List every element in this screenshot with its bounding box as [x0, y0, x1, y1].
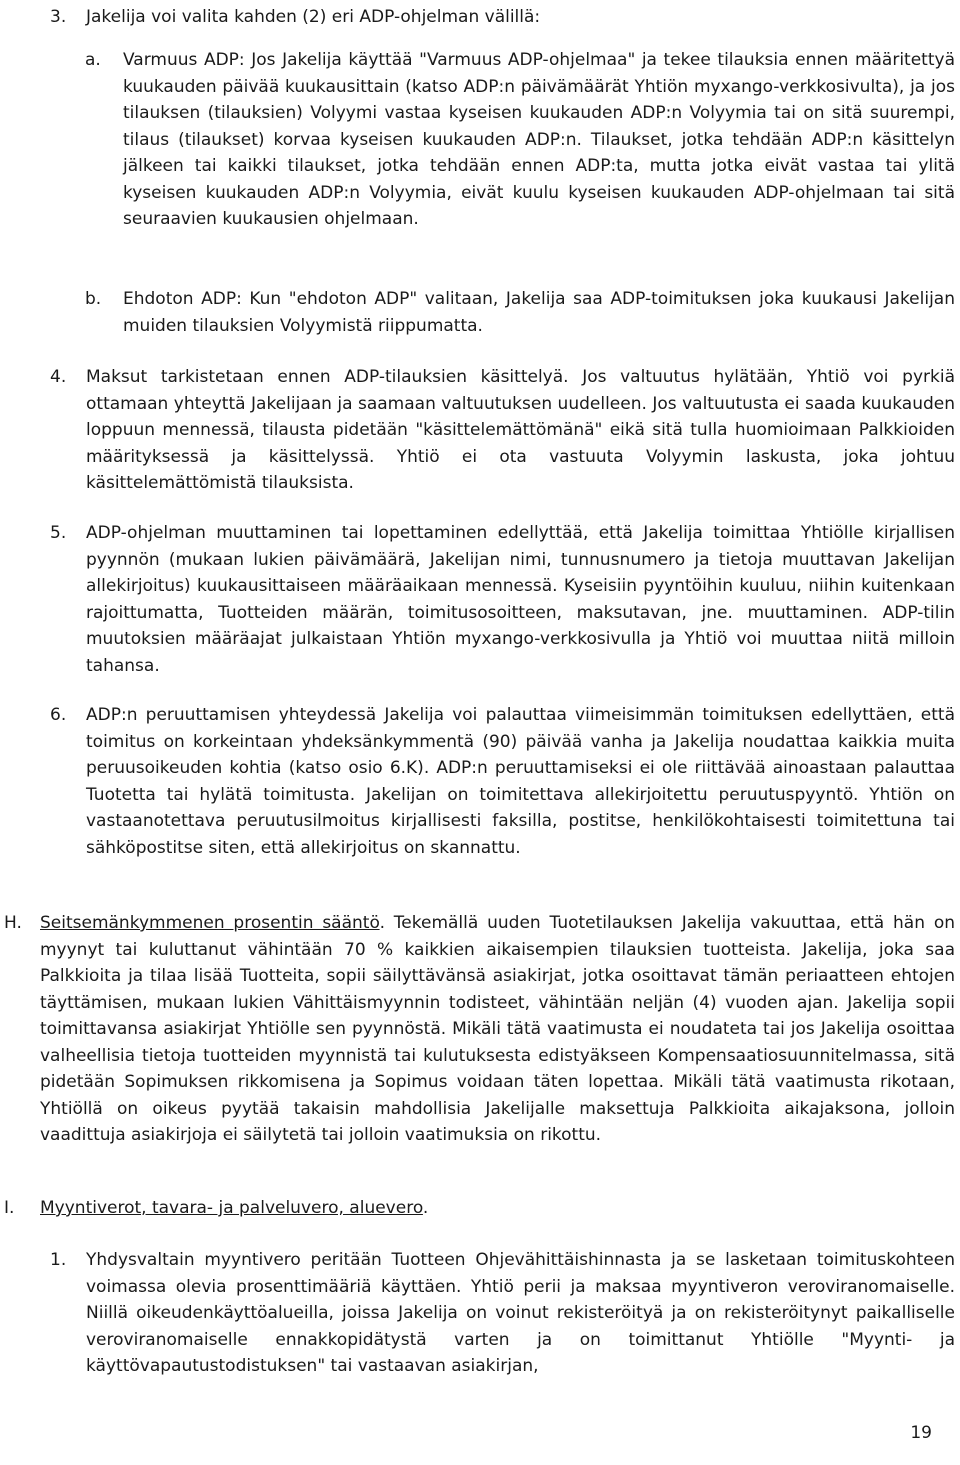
item-text: Varmuus ADP: Jos Jakelija käyttää "Varmuus ADP-ohjelmaa" ja tekee tilauksia ennen määritettyä kuukauden päivää kuukausittain (katso ADP:n päivämäärät Yhtiön myxango-verkkosivulta), ja jos tilauksen (tilauksien) Volyymi vastaa kyseisen kuukauden ADP:n Volyymia tai on sitä suurempi, tilaus (tilaukset) korvaa kyseisen kuukauden ADP:n. Tilaukset, jotka tehdään ADP:n käsittelyn jälkeen tai kaikki tilaukset, jotka tehdään ennen ADP:ta, mutta jotka eivät vastaa tai ylitä kyseisen kuukauden ADP:n Volyymia, eivät kuulu kyseisen kuukauden ADP-ohjelmaan tai sitä seuraavien kuukausien ohjelmaan. — [123, 50, 955, 229]
section-i — [4, 1195, 955, 1222]
section-text — [40, 910, 955, 1149]
item-number: 1. — [50, 1250, 67, 1270]
item-number: 5. — [50, 523, 67, 543]
section-heading: Myyntiverot, tavara- ja palveluvero, aluevero — [40, 1198, 423, 1218]
item-text: ADP-ohjelman muuttaminen tai lopettaminen edellyttää, että Jakelija toimittaa Yhtiölle kirjallisen pyynnön (mukaan lukien päivämäärä, Jakelijan nimi, tunnusnumero ja tietoja muuttavan Jakelijan allekirjoitus) kuukausittaiseen määräaikaan mennessä. Kyseisiin pyyntöihin kuuluu, niihin kuitenkaan rajoittumatta, Tuotteiden määrän, toimitusosoitteen, maksutavan, jne. muuttaminen. ADP-tilin muutoksien määräajat julkaistaan Yhtiön myxango-verkkosivulla ja Yhtiö voi muuttaa niitä milloin tahansa. — [86, 523, 955, 676]
section-title — [40, 1195, 955, 1222]
list-item-5 — [50, 520, 955, 679]
section-body: . Tekemällä uuden Tuotetilauksen Jakelija vakuuttaa, että hän on myynyt tai kuluttanut vähintään 70 % kaikkien aikaisempien tilauksien tuotteista. Jakelija, joka saa Palkkioita ja tilaa lisää Tuotteita, sopii säilyttävänsä asiakirjat, jotka osoittavat tämän periaatteen ehtojen täyttämisen, mukaan lukien Vähittäismyynnin todisteet, vähintään neljän (4) vuoden ajan. Jakelija sopii toimittavansa asiakirjat Yhtiölle sen pyynnöstä. Mikäli tätä vaatimusta ei noudateta tai jos Jakelija osoittaa valheellisia tietoja tuotteiden myynnistä tai kulutuksesta edistyäkseen Kompensaatiosuunnitelmassa, sitä pidetään Sopimuksen rikkomisena ja Sopimus voidaan täten lopettaa. Mikäli tätä vaatimusta rikotaan, Yhtiöllä on oikeus pyytää takaisin mahdollisia Jakelijalle maksettuja Palkkioita aikajaksona, jolloin vaadittuja asiakirjoja ei säilytetä tai jolloin vaatimuksia on rikottu. — [40, 913, 956, 1145]
item-text: Ehdoton ADP: Kun "ehdoton ADP" valitaan, Jakelija saa ADP-toimituksen joka kuukausi Jakelijan muiden tilauksien Volyymistä riippumatta. — [123, 289, 955, 336]
item-letter: a. — [85, 50, 101, 70]
section-letter: I. — [4, 1198, 15, 1218]
item-number: 6. — [50, 705, 67, 725]
item-number: 3. — [50, 7, 67, 27]
item-number: 4. — [50, 367, 67, 387]
list-item-4 — [50, 364, 955, 497]
list-item-6 — [50, 702, 955, 861]
section-h — [4, 910, 955, 1149]
item-text: Maksut tarkistetaan ennen ADP-tilauksien käsittelyä. Jos valtuutus hylätään, Yhtiö voi pyrkiä ottamaan yhteyttä Jakelijaan ja saamaan valtuutuksen uudelleen. Jos valtuutusta ei saada kuukauden loppuun mennessä, tilausta pidetään "käsittelemättömänä" eikä sitä tulla huomioimaan Palkkioiden määrityksessä ja käsittelyssä. Yhtiö ei ota vastuuta Volyymin laskusta, joka johtuu käsittelemättömistä tilauksista. — [86, 367, 955, 493]
item-text: Jakelija voi valita kahden (2) eri ADP-ohjelman välillä: — [86, 7, 541, 27]
item-text: ADP:n peruuttamisen yhteydessä Jakelija voi palauttaa viimeisimmän toimituksen edellyttäen, että toimitus on korkeintaan yhdeksänkymmentä (90) päivää vanha ja Jakelija noudattaa kaikkia muita peruusoikeuden kohtia (katso osio 6.K). ADP:n peruuttamiseksi ei ole riittävää ainoastaan palauttaa Tuotetta tai hylätä toimitusta. Jakelijan on toimitettava allekirjoitettu peruutuspyyntö. Yhtiön on vastaanotettava peruutusilmoitus kirjallisesti faksilla, postitse, henkilökohtaisesti toimitettuna tai sähköpostitse siten, että allekirjoitus on skannattu. — [86, 705, 955, 858]
list-item-i1 — [50, 1247, 955, 1380]
item-letter: b. — [85, 289, 102, 309]
list-item-3b — [85, 286, 955, 339]
section-suffix: . — [422, 1198, 429, 1218]
section-heading: Seitsemänkymmenen prosentin sääntö — [40, 913, 380, 933]
list-item-3 — [50, 4, 950, 31]
section-letter: H. — [4, 913, 22, 933]
item-text: Yhdysvaltain myyntivero peritään Tuotteen Ohjevähittäishinnasta ja se lasketaan toimituskohteen voimassa olevia prosenttimääriä käyttäen. Yhtiö perii ja maksaa myyntiveron veroviranomaiselle. Niillä oikeudenkäyttöalueilla, joissa Jakelija on voinut rekisteröityä ja on rekisteröitynyt paikalliselle veroviranomaiselle ennakkopidätystä varten ja on toimittanut Yhtiölle "Myynti- ja käyttövapautustodistuksen" tai vastaavan asiakirjan, — [86, 1250, 955, 1376]
page-number: 19 — [910, 1423, 932, 1443]
list-item-3a — [85, 47, 955, 233]
